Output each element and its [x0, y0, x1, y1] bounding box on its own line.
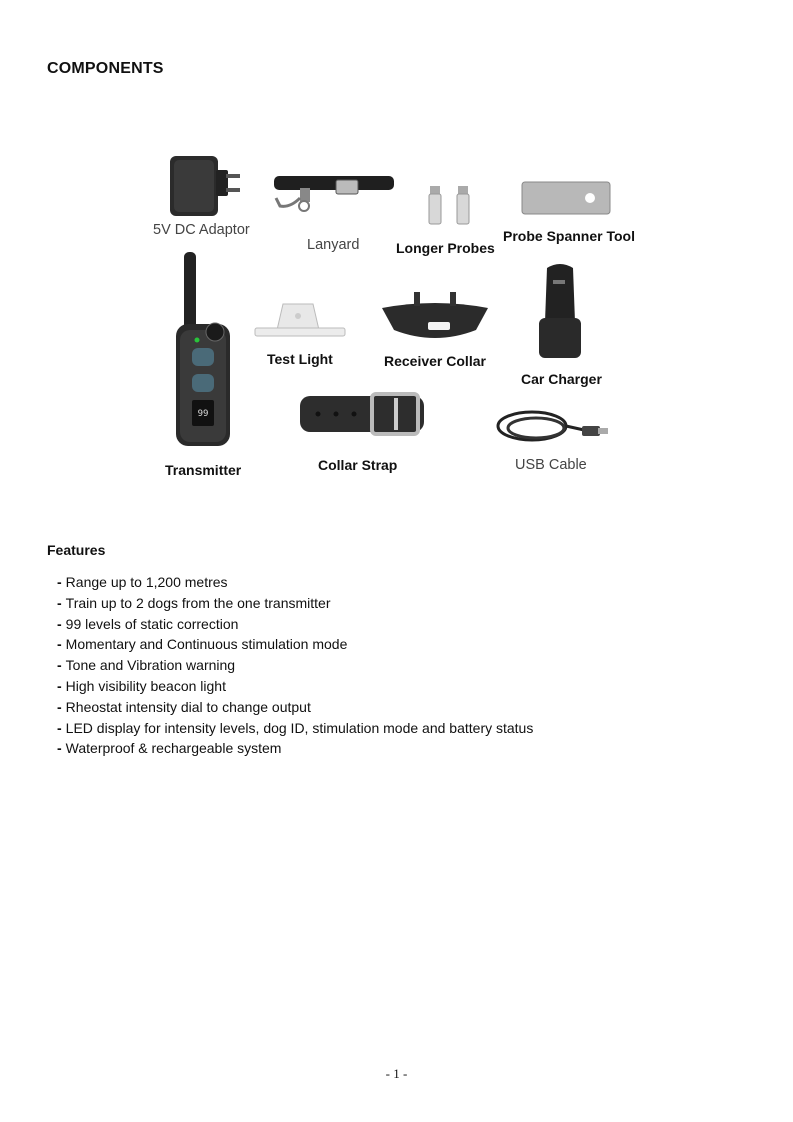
receiver-collar-label: Receiver Collar: [384, 353, 486, 369]
page-heading: COMPONENTS: [47, 60, 164, 77]
longer-probes-label: Longer Probes: [396, 240, 495, 256]
feature-item: - High visibility beacon light: [57, 677, 226, 694]
car-charger-image: [535, 262, 585, 362]
feature-item: - Waterproof & rechargeable system: [57, 740, 282, 757]
collar-strap-label: Collar Strap: [318, 457, 398, 473]
longer-probes-image: [426, 184, 476, 229]
features-title: Features: [47, 542, 106, 558]
feature-item: - LED display for intensity levels, dog ID, stimulation mode and battery status: [57, 719, 534, 736]
car-charger-label: Car Charger: [521, 371, 602, 387]
feature-item: - Range up to 1,200 metres: [57, 574, 228, 590]
probe-spanner-label: Probe Spanner Tool: [503, 228, 635, 244]
feature-item: - Train up to 2 dogs from the one transmitter: [57, 594, 331, 611]
feature-item: - Rheostat intensity dial to change output: [57, 698, 311, 715]
features-list: [57, 572, 533, 759]
probe-spanner-image: [520, 180, 615, 216]
usb-cable-label: USB Cable: [515, 457, 587, 473]
test-light-image: [253, 300, 348, 342]
transmitter-image: [170, 250, 240, 450]
usb-cable-image: [492, 400, 612, 452]
adaptor-image: [160, 148, 250, 223]
transmitter-display: 99: [197, 409, 209, 419]
receiver-collar-image: [378, 290, 493, 345]
lanyard-label: Lanyard: [307, 237, 360, 253]
feature-item: - Momentary and Continuous stimulation mode: [57, 636, 348, 653]
collar-strap-image: [298, 390, 428, 440]
adaptor-label: 5V DC Adaptor: [153, 222, 250, 238]
feature-item: - Tone and Vibration warning: [57, 657, 236, 674]
test-light-label: Test Light: [267, 351, 333, 367]
lanyard-image: [270, 168, 400, 218]
feature-item: - 99 levels of static correction: [57, 615, 239, 632]
transmitter-label: Transmitter: [165, 462, 242, 478]
components-figure: [0, 0, 793, 520]
page-number: - 1 -: [385, 1066, 408, 1081]
